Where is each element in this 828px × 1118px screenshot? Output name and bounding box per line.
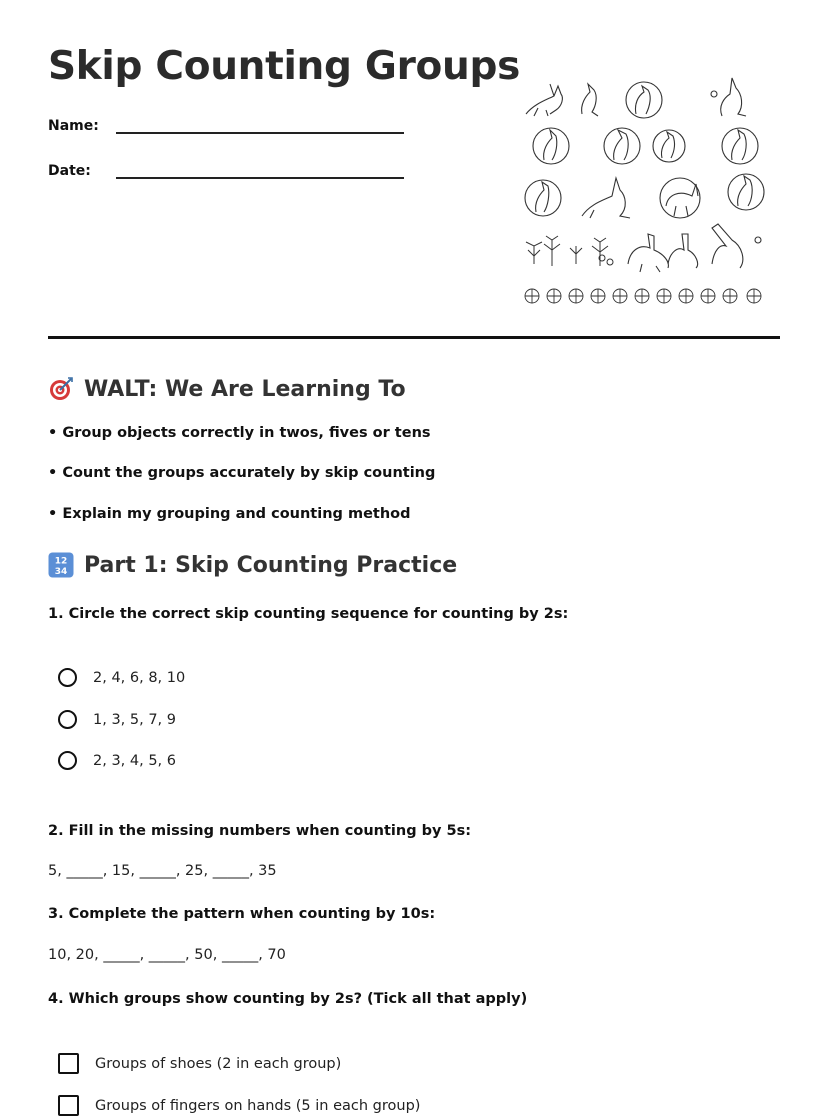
checkbox[interactable] [58,1053,79,1074]
kangaroo-icon [582,84,598,116]
q1-option[interactable] [58,668,185,687]
q1-option-label: 2, 4, 6, 8, 10 [93,669,186,686]
numbers-keycap-icon [48,552,74,578]
emu-icon [712,224,761,268]
australian-animals-clipart [520,74,770,310]
part1-heading-text: Part 1: Skip Counting Practice [84,552,458,578]
kangaroo-icon [582,178,630,218]
question-4: 4. Which groups show counting by 2s? (Tick all that apply) [48,991,528,1007]
name-write-line[interactable] [116,132,404,134]
header-divider [48,336,780,339]
name-label: Name: [48,118,99,134]
kangaroo-medallion-icon [728,174,764,210]
q1-option-label: 1, 3, 5, 7, 9 [93,711,176,728]
part1-heading [48,552,457,578]
walt-heading-text: WALT: We Are Learning To [84,376,406,402]
wildflower-icon [526,236,613,266]
emu-icon [628,234,668,272]
q4-option-label: Groups of fingers on hands (5 in each group) [95,1097,421,1114]
radio-circle[interactable] [58,710,77,729]
q4-option-label: Groups of shoes (2 in each group) [95,1055,342,1072]
svg-text:34: 34 [54,567,68,577]
date-write-line[interactable] [116,177,404,179]
kangaroo-medallion-icon [653,130,685,162]
q1-option[interactable] [58,710,176,729]
radio-circle[interactable] [58,751,77,770]
q4-option[interactable] [58,1053,341,1074]
q4-option[interactable] [58,1095,420,1116]
walt-heading [48,376,406,402]
question-2: 2. Fill in the missing numbers when counting by 5s: [48,823,472,839]
kangaroo-icon [711,78,746,116]
q3-sequence[interactable]: 10, 20, _____, _____, 50, _____, 70 [48,947,286,963]
name-field[interactable] [48,118,99,134]
question-1: 1. Circle the correct skip counting sequence for counting by 2s: [48,606,569,622]
q1-option[interactable] [58,751,176,770]
svg-text:12: 12 [54,556,68,567]
date-field[interactable] [48,163,91,179]
target-dart-icon [48,376,74,402]
flower-border-icon [525,289,761,303]
walt-item: • Group objects correctly in twos, fives or tens [48,425,431,441]
date-label: Date: [48,163,91,179]
kangaroo-medallion-icon [626,82,662,118]
kangaroo-medallion-icon [604,128,640,164]
emu-medallion-icon [660,178,700,218]
q2-sequence[interactable]: 5, _____, 15, _____, 25, _____, 35 [48,863,277,879]
question-3: 3. Complete the pattern when counting by 10s: [48,906,436,922]
checkbox[interactable] [58,1095,79,1116]
emu-icon [668,234,698,268]
kangaroo-medallion-icon [525,180,561,216]
walt-item: • Explain my grouping and counting method [48,506,411,522]
kangaroo-medallion-icon [533,128,569,164]
kangaroo-icon [526,84,562,116]
q1-option-label: 2, 3, 4, 5, 6 [93,752,176,769]
page-title: Skip Counting Groups [48,44,521,89]
radio-circle[interactable] [58,668,77,687]
kangaroo-medallion-icon [722,128,758,164]
walt-item: • Count the groups accurately by skip counting [48,465,436,481]
